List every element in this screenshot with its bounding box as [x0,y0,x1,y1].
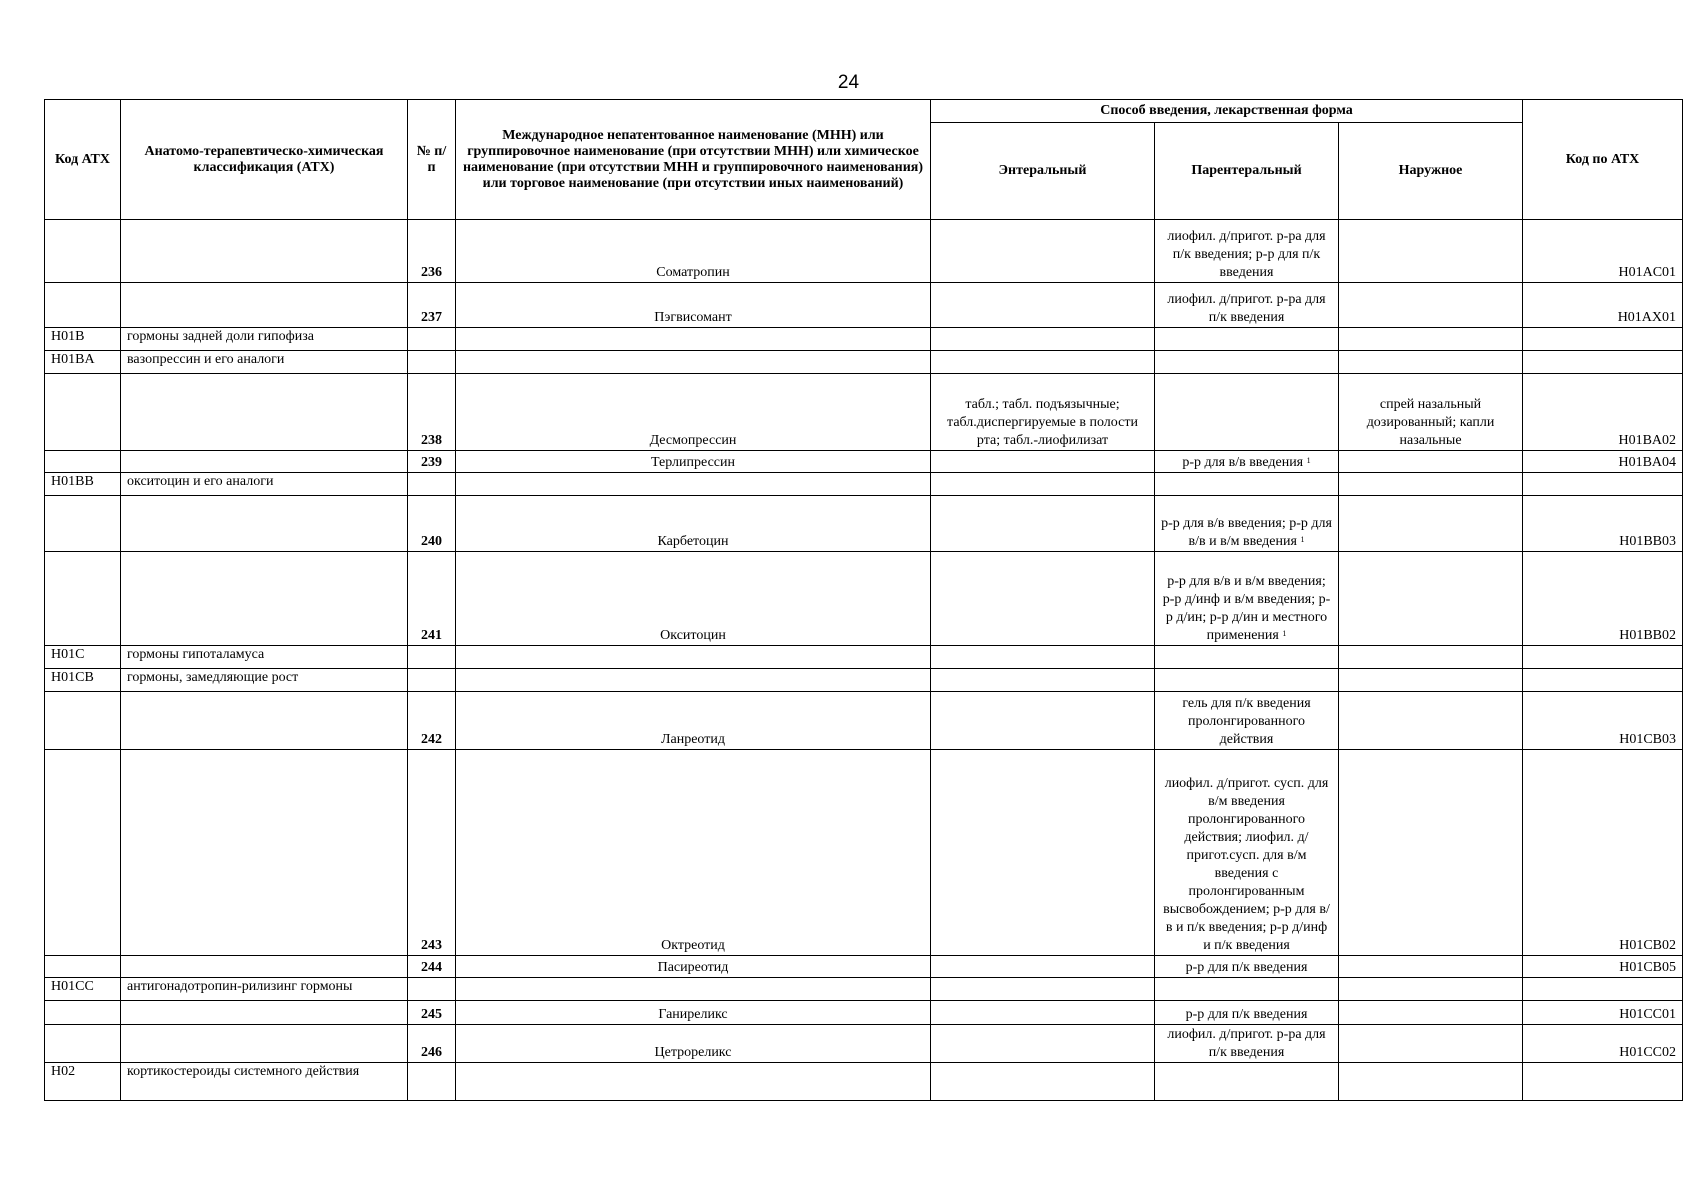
footnote-marker: 1 [1282,629,1287,638]
enteral-form [931,692,1155,750]
parenteral-form [1155,1025,1339,1063]
atc-code: H01CB02 [1523,750,1683,956]
footnote-marker: 1 [1306,456,1311,465]
parenteral-cell [1155,1063,1339,1101]
drug-name: Ланреотид [456,692,931,750]
drug-row [45,956,1683,978]
atc-code: H01AX01 [1523,283,1683,328]
atx-code [45,220,121,283]
parenteral-form [1155,552,1339,646]
header-code: Код АТХ [45,100,121,220]
enteral-cell [931,328,1155,351]
atc-code: H01AC01 [1523,220,1683,283]
enteral-cell [931,646,1155,669]
enteral-form: табл.; табл. подъязычные; табл.диспергируемые в полости рта; табл.-лиофилизат [931,374,1155,451]
drug-name: Пасиреотид [456,956,931,978]
number-cell [408,646,456,669]
enteral-form [931,220,1155,283]
parenteral-cell [1155,328,1339,351]
drug-name: Ганиреликс [456,1001,931,1025]
header-route-group: Способ введения, лекарственная форма [931,100,1523,123]
parenteral-form [1155,374,1339,451]
parenteral-text: лиофил. д/пригот. р-ра для п/к введения [1167,1027,1326,1060]
enteral-form [931,451,1155,473]
header-parenteral: Парентеральный [1155,123,1339,220]
parenteral-text: р-р для в/в введения [1182,455,1304,470]
row-number: 243 [408,750,456,956]
atc-code: H01BA04 [1523,451,1683,473]
atx-classification [121,1025,408,1063]
drug-row [45,283,1683,328]
atx-code [45,1025,121,1063]
drug-row [45,692,1683,750]
header-external: Наружное [1339,123,1523,220]
table-body [45,220,1683,1101]
drug-row [45,552,1683,646]
atx-classification [121,496,408,552]
name-cell [456,328,931,351]
name-cell [456,978,931,1001]
row-number: 239 [408,451,456,473]
external-form [1339,1025,1523,1063]
number-cell [408,473,456,496]
atx-code [45,552,121,646]
atx-code: H01BA [45,351,121,374]
atx-code [45,283,121,328]
external-cell [1339,1063,1523,1101]
enteral-cell [931,1063,1155,1101]
atx-classification: антигонадотропин-рилизинг гормоны [121,978,408,1001]
row-number: 245 [408,1001,456,1025]
row-number: 246 [408,1025,456,1063]
enteral-form [931,750,1155,956]
parenteral-form [1155,692,1339,750]
row-number: 244 [408,956,456,978]
parenteral-form [1155,220,1339,283]
atx-classification: окситоцин и его аналоги [121,473,408,496]
name-cell [456,473,931,496]
atx-classification [121,956,408,978]
atx-classification [121,1001,408,1025]
external-cell [1339,351,1523,374]
atx-classification: кортикостероиды системного действия [121,1063,408,1101]
parenteral-form [1155,451,1339,473]
parenteral-form [1155,956,1339,978]
external-form: спрей назальный дозированный; капли назальные [1339,374,1523,451]
atx-classification [121,374,408,451]
parenteral-form [1155,283,1339,328]
parenteral-text: р-р для в/в введения; р-р для в/в и в/м введения [1161,516,1332,549]
group-row [45,978,1683,1001]
atc-code-cell [1523,473,1683,496]
external-form [1339,496,1523,552]
external-cell [1339,669,1523,692]
atx-code [45,451,121,473]
atx-code [45,750,121,956]
external-form [1339,552,1523,646]
parenteral-cell [1155,646,1339,669]
atc-code: H01CC01 [1523,1001,1683,1025]
atx-code: H02 [45,1063,121,1101]
number-cell [408,978,456,1001]
drug-name: Окситоцин [456,552,931,646]
parenteral-text: лиофил. д/пригот. сусп. для в/м введения пролонгированного действия; лиофил. д/пригот.сусп. для в/м введения с пролонгированным высвобождением; р-р для в/в и п/к введения; р-р д/инф и п/к введения [1163,776,1330,953]
drug-row [45,750,1683,956]
external-form [1339,220,1523,283]
atx-table [44,99,1683,1101]
atx-code [45,692,121,750]
row-number: 241 [408,552,456,646]
atx-classification [121,451,408,473]
atc-code: H01CC02 [1523,1025,1683,1063]
atc-code: H01BB03 [1523,496,1683,552]
parenteral-cell [1155,351,1339,374]
drug-name: Соматропин [456,220,931,283]
external-cell [1339,646,1523,669]
drug-row [45,374,1683,451]
number-cell [408,351,456,374]
enteral-form [931,1001,1155,1025]
atx-classification: гормоны задней доли гипофиза [121,328,408,351]
enteral-cell [931,351,1155,374]
external-form [1339,956,1523,978]
external-cell [1339,328,1523,351]
drug-name: Октреотид [456,750,931,956]
atx-classification [121,552,408,646]
row-number: 240 [408,496,456,552]
group-row [45,646,1683,669]
atx-classification: гормоны гипоталамуса [121,646,408,669]
atx-code: H01BB [45,473,121,496]
external-cell [1339,978,1523,1001]
name-cell [456,351,931,374]
parenteral-text: р-р для п/к введения [1185,1007,1308,1022]
name-cell [456,1063,931,1101]
parenteral-text: р-р для п/к введения [1185,960,1308,975]
row-number: 242 [408,692,456,750]
external-cell [1339,473,1523,496]
atx-code [45,374,121,451]
parenteral-cell [1155,978,1339,1001]
group-row [45,1063,1683,1101]
header-number: № п/п [408,100,456,220]
external-form [1339,750,1523,956]
parenteral-text: гель для п/к введения пролонгированного действия [1182,696,1311,747]
atx-code: H01CC [45,978,121,1001]
atc-code: H01BA02 [1523,374,1683,451]
number-cell [408,1063,456,1101]
atc-code-cell [1523,328,1683,351]
page-number: 24 [837,72,860,93]
drug-row [45,496,1683,552]
drug-row [45,1025,1683,1063]
enteral-form [931,496,1155,552]
row-number: 236 [408,220,456,283]
parenteral-text: лиофил. д/пригот. р-ра для п/к введения; р-р для п/к введения [1167,229,1326,280]
parenteral-cell [1155,473,1339,496]
parenteral-form [1155,496,1339,552]
atc-code: H01CB05 [1523,956,1683,978]
atc-code: H01BB02 [1523,552,1683,646]
parenteral-form [1155,1001,1339,1025]
drug-row [45,451,1683,473]
atx-code [45,956,121,978]
group-row [45,669,1683,692]
atx-code: H01B [45,328,121,351]
row-number: 237 [408,283,456,328]
number-cell [408,328,456,351]
enteral-form [931,956,1155,978]
drug-name: Терлипрессин [456,451,931,473]
group-row [45,351,1683,374]
atx-code [45,1001,121,1025]
enteral-cell [931,669,1155,692]
header-classification: Анатомо-терапевтическо-химическая классификация (АТХ) [121,100,408,220]
atx-code [45,496,121,552]
parenteral-form [1155,750,1339,956]
drug-row [45,220,1683,283]
atx-classification [121,692,408,750]
external-form [1339,692,1523,750]
atx-classification: вазопрессин и его аналоги [121,351,408,374]
drug-name: Цетрореликс [456,1025,931,1063]
drug-name: Пэгвисомант [456,283,931,328]
parenteral-cell [1155,669,1339,692]
header-enteral: Энтеральный [931,123,1155,220]
header-atc-code: Код по АТХ [1523,100,1683,220]
atc-code-cell [1523,1063,1683,1101]
atx-classification [121,283,408,328]
parenteral-text: лиофил. д/пригот. р-ра для п/к введения [1167,292,1326,325]
external-form [1339,1001,1523,1025]
atc-code-cell [1523,351,1683,374]
atc-code: H01CB03 [1523,692,1683,750]
name-cell [456,669,931,692]
atx-code: H01C [45,646,121,669]
external-form [1339,451,1523,473]
header-name: Международное непатентованное наименование (МНН) или группировочное наименование (при отсутствии МНН) или химическое наименование (при отсутствии МНН и группировочного наименования) или торговое наименование (при отсутствии иных наименований) [456,100,931,220]
enteral-form [931,552,1155,646]
atx-code: H01CB [45,669,121,692]
enteral-cell [931,473,1155,496]
group-row [45,328,1683,351]
enteral-cell [931,978,1155,1001]
group-row [45,473,1683,496]
number-cell [408,669,456,692]
atc-code-cell [1523,669,1683,692]
atx-classification [121,750,408,956]
parenteral-text: р-р для в/в и в/м введения; р-р д/инф и в/м введения; р-р д/ин; р-р д/ин и местного применения [1162,574,1331,643]
enteral-form [931,1025,1155,1063]
drug-row [45,1001,1683,1025]
external-form [1339,283,1523,328]
atc-code-cell [1523,646,1683,669]
row-number: 238 [408,374,456,451]
footnote-marker: 1 [1300,535,1305,544]
atc-code-cell [1523,978,1683,1001]
atx-classification: гормоны, замедляющие рост [121,669,408,692]
name-cell [456,646,931,669]
enteral-form [931,283,1155,328]
atx-classification [121,220,408,283]
drug-name: Карбетоцин [456,496,931,552]
drug-name: Десмопрессин [456,374,931,451]
